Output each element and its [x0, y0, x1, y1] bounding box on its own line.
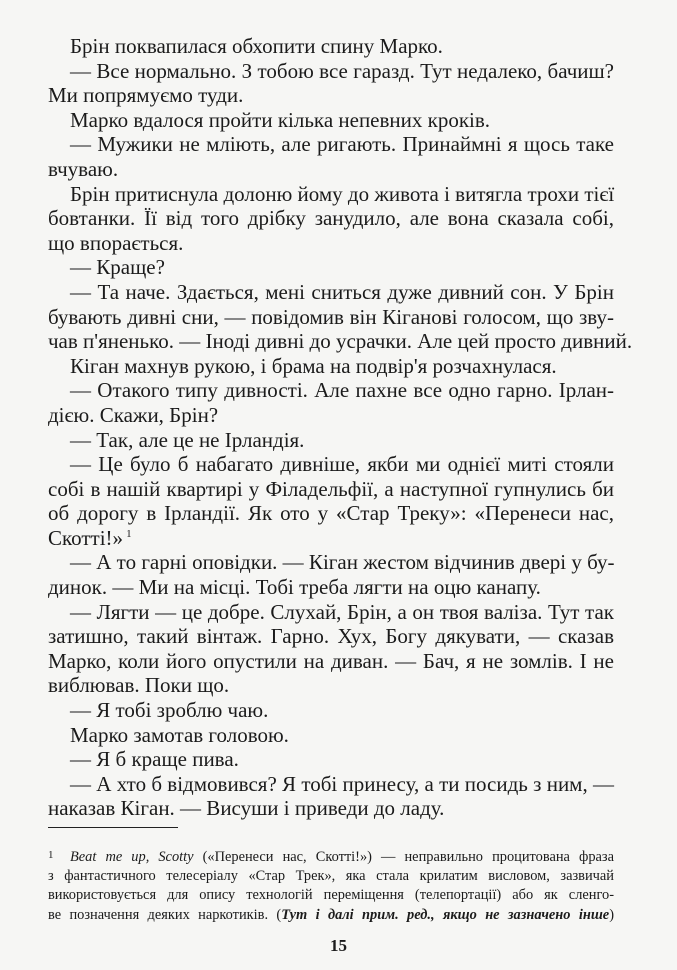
- text-line: Брін притиснула долоню йому до живота і витягла трохи тієї: [70, 181, 615, 206]
- text-line: — А хто б відмовився? Я тобі принесу, а ти посидь з ним, —: [70, 771, 614, 796]
- text-line: наказав Кіган. — Висуши і приведи до ладу.: [48, 796, 445, 821]
- text-line: — Лягти — це добре. Слухай, Брін, а он твоя валіза. Тут так: [70, 599, 614, 624]
- text-line: Марко, коли його опустили на диван. — Бач, я не зомлів. І не: [48, 648, 614, 673]
- text-line: — Це було б набагато дивніше, якби ми однієї миті стояли: [70, 452, 614, 477]
- text-line: — Я тобі зроблю чаю.: [70, 698, 269, 723]
- editor-note: Тут і далі прим. ред., якщо не зазначено інше: [281, 906, 610, 923]
- text-line: — Я б краще пива.: [70, 747, 239, 772]
- footnote-text: ве позначення деяких наркотиків. (: [48, 906, 282, 923]
- text-line: динок. — Ми на місці. Тобі треба лягти на оцю канапу.: [48, 575, 541, 600]
- footnote-text: («Перенеси нас, Скотті!») — неправильно процитована фраза: [193, 849, 614, 865]
- text-line: Кіган махнув рукою, і брама на подвір'я розчахнулася.: [70, 353, 557, 378]
- text-line: бувають дивні сни, — повідомив він Кіганові голосом, що зву-: [48, 304, 614, 329]
- text-line: Марко замотав головою.: [70, 722, 289, 747]
- text-line: собі в нашій квартирі у Філадельфії, а наступної гупнулись би: [48, 476, 614, 501]
- footnote-text: ): [609, 906, 614, 923]
- text-line: — Все нормально. З тобою все гаразд. Тут недалеко, бачиш?: [70, 58, 614, 83]
- footnote-reference[interactable]: 1: [126, 527, 132, 540]
- footnote-divider: [48, 827, 178, 828]
- text-line: [48, 526, 614, 551]
- text-line: затишно, такий вінтаж. Гарно. Хух, Богу дякувати, — сказав: [48, 624, 614, 649]
- text-line: бовтанки. Її від того дрібку занудило, але вона сказала собі,: [48, 206, 614, 231]
- page-number: 15: [330, 936, 347, 955]
- text-line: об дорогу в Ірландії. Як ото у «Стар Треку»: «Перенеси нас,: [48, 501, 614, 526]
- text-segment: Скотті!»: [48, 525, 124, 550]
- text-line: — Та наче. Здається, мені сниться дуже дивний сон. У Брін: [70, 279, 614, 304]
- text-line: Брін поквапилася обхопити спину Марко.: [70, 34, 443, 58]
- footnote-line: використовується для опису технологій переміщення (телепортації) або як сленго-: [48, 887, 614, 904]
- footnote-line: з фантастичного телесеріалу «Стар Трек», яка стала крилатим висловом, зазвичай: [48, 868, 614, 885]
- text-line: — А то гарні оповідки. — Кіган жестом відчинив двері у бу-: [70, 550, 615, 575]
- text-line: — Краще?: [70, 255, 165, 280]
- text-line: — Так, але це не Ірландія.: [70, 427, 305, 452]
- footnote-line: [48, 848, 614, 867]
- page-body: [48, 34, 633, 821]
- footnote-original-phrase: Beat me up, Scotty: [70, 849, 194, 865]
- text-line: Марко вдалося пройти кілька непевних кроків.: [70, 107, 491, 132]
- text-line: що впорається.: [48, 230, 184, 255]
- footnote-number: 1: [48, 849, 54, 861]
- text-line: чав п'яненько. — Іноді дивні до усрачки. Але цей просто дивний.: [48, 329, 633, 354]
- text-line: дією. Скажи, Брін?: [48, 402, 219, 427]
- footnote: [48, 848, 614, 925]
- footnote-line: [48, 906, 614, 925]
- text-line: — Мужики не мліють, але ригають. Принаймні я щось таке: [70, 132, 614, 157]
- text-line: Ми попрямуємо туди.: [48, 83, 244, 108]
- text-line: виблював. Поки що.: [48, 673, 230, 698]
- text-line: вчуваю.: [48, 156, 119, 181]
- text-line: — Отакого типу дивності. Але пахне все одно гарно. Ірлан-: [70, 378, 614, 403]
